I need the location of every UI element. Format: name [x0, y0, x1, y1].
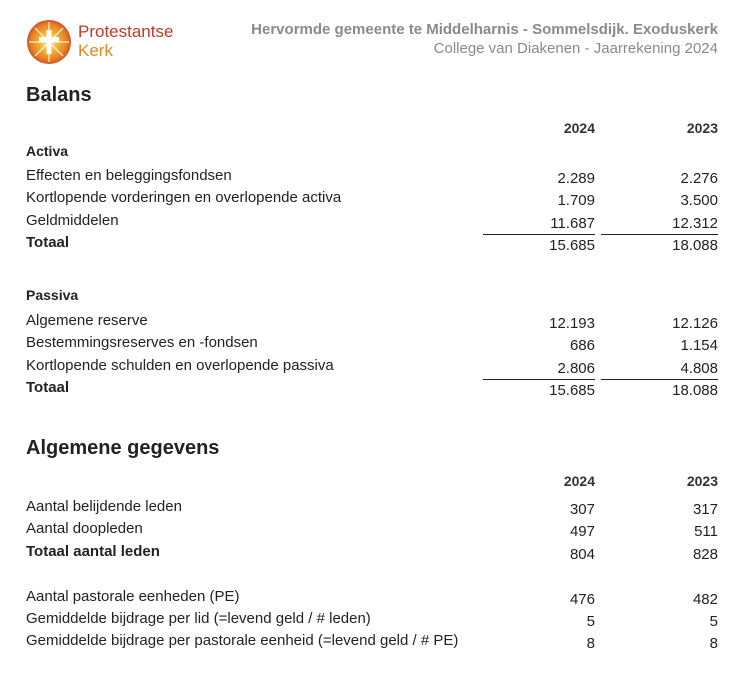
value-2024: 1.709 [557, 192, 595, 209]
church-logo-icon [25, 18, 73, 66]
row-label: Aantal doopleden [26, 520, 143, 537]
total-row-leden [0, 543, 743, 565]
value-2024: 8 [586, 635, 595, 652]
row-label: Kortlopende vorderingen en overlopende activa [26, 189, 342, 206]
total-label: Totaal [26, 234, 70, 251]
value-2023: 5 [709, 613, 718, 630]
year-header-current: 2024 [563, 473, 595, 489]
table-row [0, 632, 743, 654]
table-row [0, 610, 743, 632]
total-value-2023: 18.088 [672, 237, 718, 254]
row-label: Kortlopende schulden en overlopende passiva [26, 357, 334, 374]
value-2023: 12.312 [672, 215, 718, 232]
total-row-passiva [0, 379, 743, 401]
row-label: Effecten en beleggingsfondsen [26, 167, 232, 184]
document-header-title: Hervormde gemeente te Middelharnis - Sommelsdijk. Exoduskerk [251, 21, 718, 38]
total-value-2024: 15.685 [549, 237, 595, 254]
table-row [0, 357, 743, 379]
year-header-current: 2024 [563, 120, 595, 136]
value-2024: 11.687 [550, 215, 595, 232]
total-label: Totaal [26, 379, 70, 396]
table-row [0, 312, 743, 334]
value-2023: 511 [694, 523, 718, 540]
value-2023: 1.154 [680, 337, 718, 354]
section-title-balans: Balans [26, 84, 92, 106]
value-2023: 2.276 [680, 170, 718, 187]
year-header-previous: 2023 [686, 473, 718, 489]
protestantse-kerk-logo [25, 18, 73, 66]
value-2023: 317 [692, 501, 718, 518]
row-label: Gemiddelde bijdrage per lid (=levend geld / # leden) [26, 610, 371, 627]
value-2024: 12.193 [549, 315, 595, 332]
total-value-2023: 18.088 [672, 382, 718, 399]
row-label: Bestemmingsreserves en -fondsen [26, 334, 258, 351]
row-label: Algemene reserve [26, 312, 148, 329]
total-value-2023: 828 [692, 546, 718, 563]
value-2024: 686 [569, 337, 595, 354]
total-value-2024: 804 [569, 546, 595, 563]
value-2023: 4.808 [680, 360, 718, 377]
value-2024: 307 [569, 501, 595, 518]
table-row [0, 588, 743, 610]
document-header-subtitle: College van Diakenen - Jaarrekening 2024 [433, 40, 718, 57]
value-2023: 482 [692, 591, 718, 608]
brand-name-line2: Kerk [78, 41, 113, 60]
table-row [0, 520, 743, 542]
total-value-2024: 15.685 [549, 382, 595, 399]
brand-name-line1: Protestantse [78, 22, 174, 41]
row-label: Aantal belijdende leden [26, 498, 182, 515]
value-2023: 3.500 [680, 192, 718, 209]
table-row [0, 212, 743, 234]
year-header-previous: 2023 [686, 120, 718, 136]
total-row-activa [0, 234, 743, 256]
row-label: Geldmiddelen [26, 212, 119, 229]
table-row [0, 498, 743, 520]
row-label: Aantal pastorale eenheden (PE) [26, 588, 240, 605]
row-label: Gemiddelde bijdrage per pastorale eenheid (=levend geld / # PE) [26, 632, 459, 649]
value-2024: 497 [569, 523, 595, 540]
value-2024: 2.289 [557, 170, 595, 187]
value-2024: 476 [569, 591, 595, 608]
value-2024: 5 [586, 613, 595, 630]
total-label: Totaal aantal leden [26, 543, 160, 560]
value-2024: 2.806 [557, 360, 595, 377]
table-row [0, 334, 743, 356]
group-label-activa: Activa [26, 143, 69, 159]
group-label-passiva: Passiva [26, 287, 79, 303]
table-row [0, 189, 743, 211]
section-title-algemene-gegevens: Algemene gegevens [26, 437, 220, 459]
value-2023: 12.126 [672, 315, 718, 332]
value-2023: 8 [709, 635, 718, 652]
table-row [0, 167, 743, 189]
